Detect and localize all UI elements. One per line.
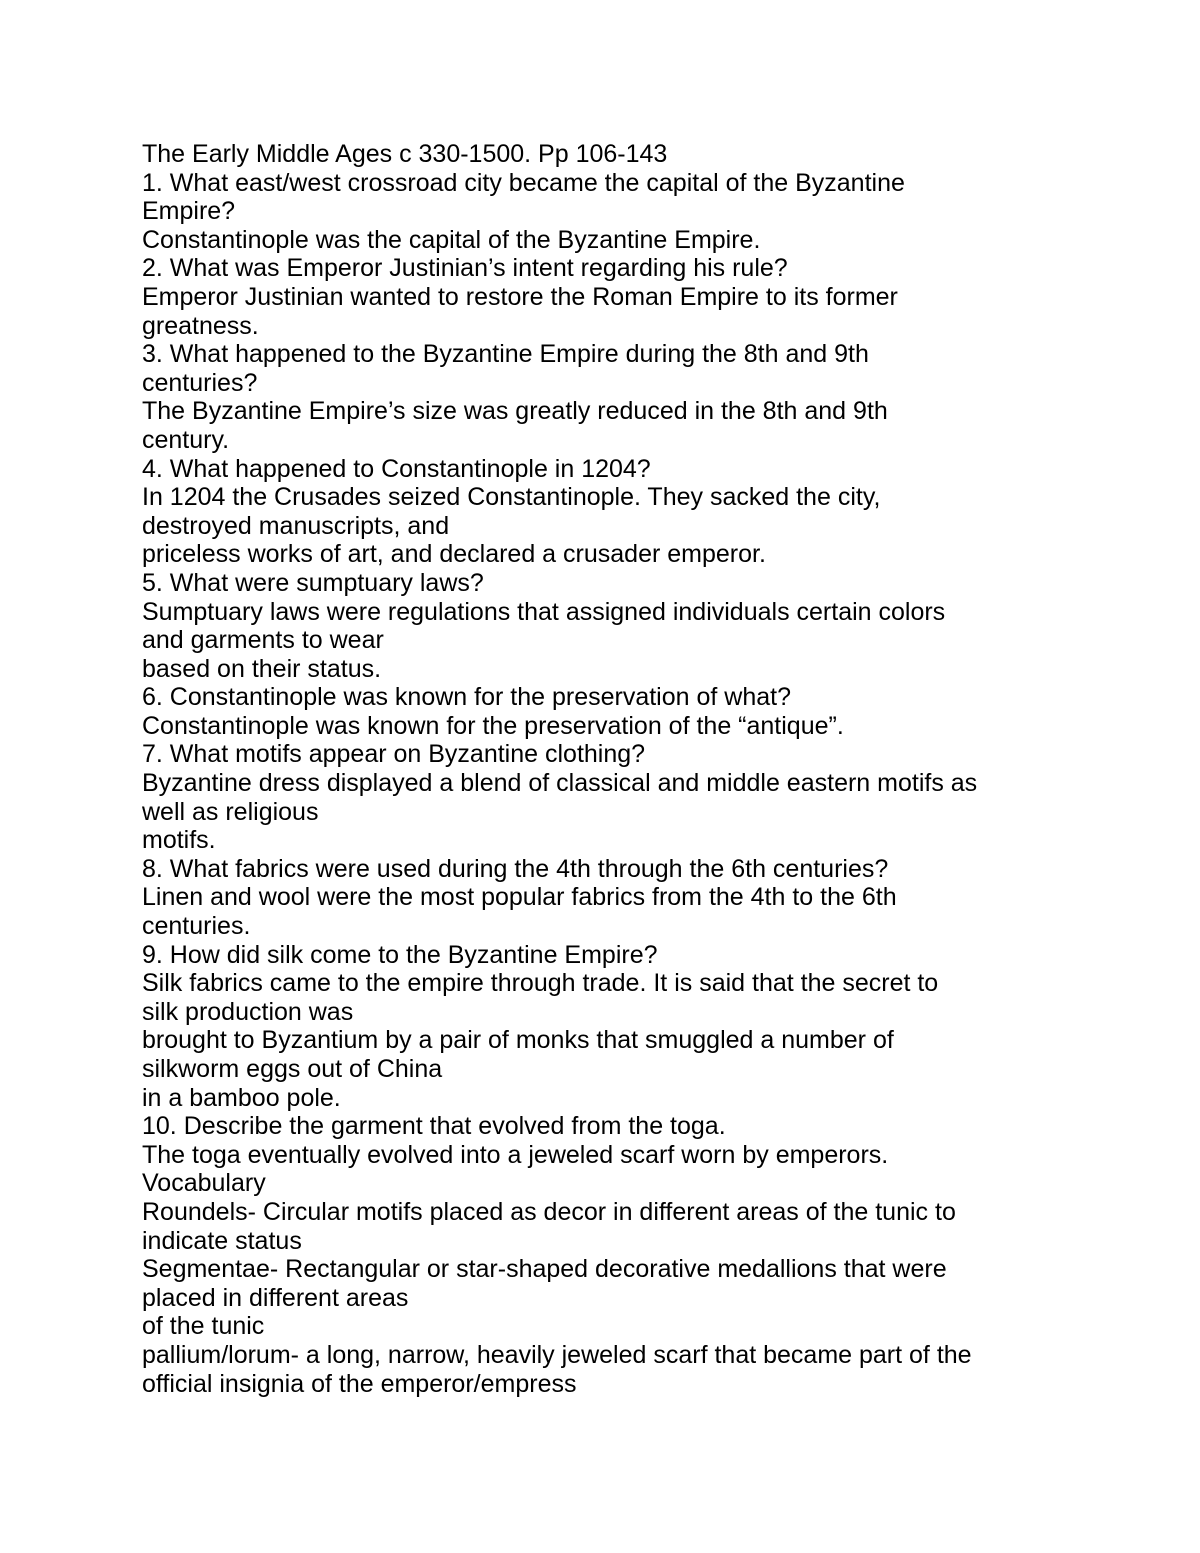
- question-3-cont: centuries?: [142, 368, 258, 397]
- answer-5-cont-1: and garments to wear: [142, 626, 384, 655]
- answer-2-cont: greatness.: [142, 311, 259, 340]
- answer-4: In 1204 the Crusades seized Constantinople. They sacked the city,: [142, 483, 881, 512]
- vocab-roundels-cont: indicate status: [142, 1226, 302, 1255]
- answer-9-cont-1: silk production was: [142, 997, 354, 1026]
- answer-7-cont-2: motifs.: [142, 826, 216, 855]
- vocab-segmentae-cont-1: placed in different areas: [142, 1283, 409, 1312]
- vocab-segmentae: Segmentae- Rectangular or star-shaped decorative medallions that were: [142, 1255, 947, 1284]
- question-6: 6. Constantinople was known for the preservation of what?: [142, 683, 791, 712]
- question-5: 5. What were sumptuary laws?: [142, 568, 484, 597]
- question-4: 4. What happened to Constantinople in 1204?: [142, 454, 651, 483]
- question-3: 3. What happened to the Byzantine Empire during the 8th and 9th: [142, 340, 869, 369]
- answer-4-cont-2: priceless works of art, and declared a crusader emperor.: [142, 540, 766, 569]
- vocab-pallium-cont: official insignia of the emperor/empress: [142, 1369, 577, 1398]
- answer-7: Byzantine dress displayed a blend of classical and middle eastern motifs as: [142, 769, 978, 798]
- answer-10: The toga eventually evolved into a jeweled scarf worn by emperors.: [142, 1140, 889, 1169]
- vocab-pallium: pallium/lorum- a long, narrow, heavily jeweled scarf that became part of the: [142, 1340, 972, 1369]
- vocabulary-heading: Vocabulary: [142, 1169, 266, 1198]
- document-body: [142, 140, 1092, 1398]
- answer-1: Constantinople was the capital of the Byzantine Empire.: [142, 225, 761, 254]
- question-7: 7. What motifs appear on Byzantine clothing?: [142, 740, 646, 769]
- answer-5-cont-2: based on their status.: [142, 654, 382, 683]
- question-8: 8. What fabrics were used during the 4th through the 6th centuries?: [142, 854, 889, 883]
- answer-8-cont: centuries.: [142, 912, 251, 941]
- vocab-segmentae-cont-2: of the tunic: [142, 1312, 265, 1341]
- answer-4-cont-1: destroyed manuscripts, and: [142, 511, 450, 540]
- question-10: 10. Describe the garment that evolved from the toga.: [142, 1112, 726, 1141]
- answer-8: Linen and wool were the most popular fabrics from the 4th to the 6th: [142, 883, 897, 912]
- answer-6: Constantinople was known for the preservation of the “antique”.: [142, 711, 844, 740]
- answer-7-cont-1: well as religious: [142, 797, 319, 826]
- question-2: 2. What was Emperor Justinian’s intent regarding his rule?: [142, 254, 788, 283]
- answer-2: Emperor Justinian wanted to restore the Roman Empire to its former: [142, 282, 898, 311]
- answer-9-cont-4: in a bamboo pole.: [142, 1083, 341, 1112]
- answer-9-cont-3: silkworm eggs out of China: [142, 1055, 443, 1083]
- vocab-roundels: Roundels- Circular motifs placed as decor in different areas of the tunic to: [142, 1197, 956, 1226]
- question-1-cont: Empire?: [142, 197, 236, 226]
- question-1: 1. What east/west crossroad city became the capital of the Byzantine: [142, 168, 905, 197]
- answer-9: Silk fabrics came to the empire through trade. It is said that the secret to: [142, 969, 939, 998]
- answer-3: The Byzantine Empire’s size was greatly reduced in the 8th and 9th: [142, 397, 888, 426]
- document-title: The Early Middle Ages c 330-1500. Pp 106-143: [142, 140, 668, 168]
- answer-9-cont-2: brought to Byzantium by a pair of monks that smuggled a number of: [142, 1026, 894, 1055]
- answer-5: Sumptuary laws were regulations that assigned individuals certain colors: [142, 597, 946, 626]
- question-9: 9. How did silk come to the Byzantine Empire?: [142, 940, 658, 969]
- answer-3-cont: century.: [142, 425, 230, 454]
